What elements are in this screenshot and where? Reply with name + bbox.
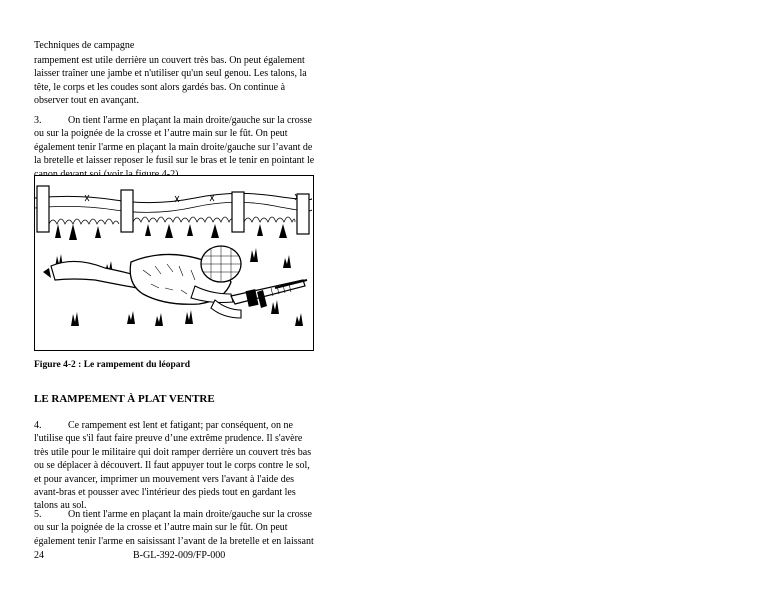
text-line: très utile pour le militaire qui doit ramper derrière un couvert très bas (34, 446, 312, 458)
text-line (34, 419, 324, 432)
text-line: l'utilise que s'il faut faire preuve d’une extrême prudence. Il s'avère (34, 433, 303, 445)
text-line (34, 114, 324, 127)
text-line: et pour avancer, imprimer un mouvement vers l'avant à l'aide des (34, 473, 295, 485)
text-line: ou sur la poignée de la crosse et l’autre main sur le fût. On peut (34, 522, 288, 534)
text-line: également tenir l'arme en plaçant la main droite/gauche sur l’avant de (34, 141, 313, 153)
running-header: Techniques de campagne (34, 40, 135, 51)
text-line: rampement est utile derrière un couvert très bas. On peut également (34, 55, 305, 66)
text-line: observer tout en avançant. (34, 95, 139, 107)
text-line: tête, le corps et les coudes sont alors gardés bas. On continue à (34, 81, 286, 93)
section-heading: LE RAMPEMENT À PLAT VENTRE (34, 393, 215, 405)
paragraph-3 (34, 114, 324, 181)
text-line: avant-bras et pousser avec l'intérieur des pieds tout en gardant les (34, 487, 296, 499)
text-line: également tenir l'arme en saisissant l’avant de la bretelle et en laissant (34, 535, 314, 547)
figure-illustration (34, 175, 314, 351)
figure-caption: Figure 4-2 : Le rampement du léopard (34, 360, 191, 370)
text-line-content: Ce rampement est lent et fatigant; par conséquent, on ne (68, 420, 293, 431)
text-line: ou sur la poignée de la crosse et l’autre main sur le fût. On peut (34, 128, 288, 140)
leopard-crawl-illustration (35, 176, 312, 349)
text-line-content: On tient l'arme en plaçant la main droite/gauche sur la crosse (68, 509, 312, 520)
paragraph-number: 4. (34, 420, 42, 431)
text-line: laisser traîner une jambe et n'utiliser qu'un seul genou. Les talons, la (34, 68, 307, 80)
text-line: la bretelle et laisser reposer le fusil sur le bras et le tenir en pointant le (34, 155, 315, 167)
paragraph-4 (34, 419, 324, 513)
paragraph-number: 5. (34, 509, 42, 520)
paragraph-number: 3. (34, 115, 42, 126)
text-line: ou se déplacer à découvert. Il faut appuyer tout le corps contre le sol, (34, 460, 310, 472)
text-line: talons au sol. (34, 500, 87, 512)
paragraph-5 (34, 508, 324, 548)
page-number: 24 (34, 550, 44, 561)
paragraph-intro (34, 54, 324, 108)
text-line (34, 508, 324, 521)
text-line-content: On tient l'arme en plaçant la main droite/gauche sur la crosse (68, 115, 312, 126)
document-code: B-GL-392-009/FP-000 (133, 550, 226, 561)
